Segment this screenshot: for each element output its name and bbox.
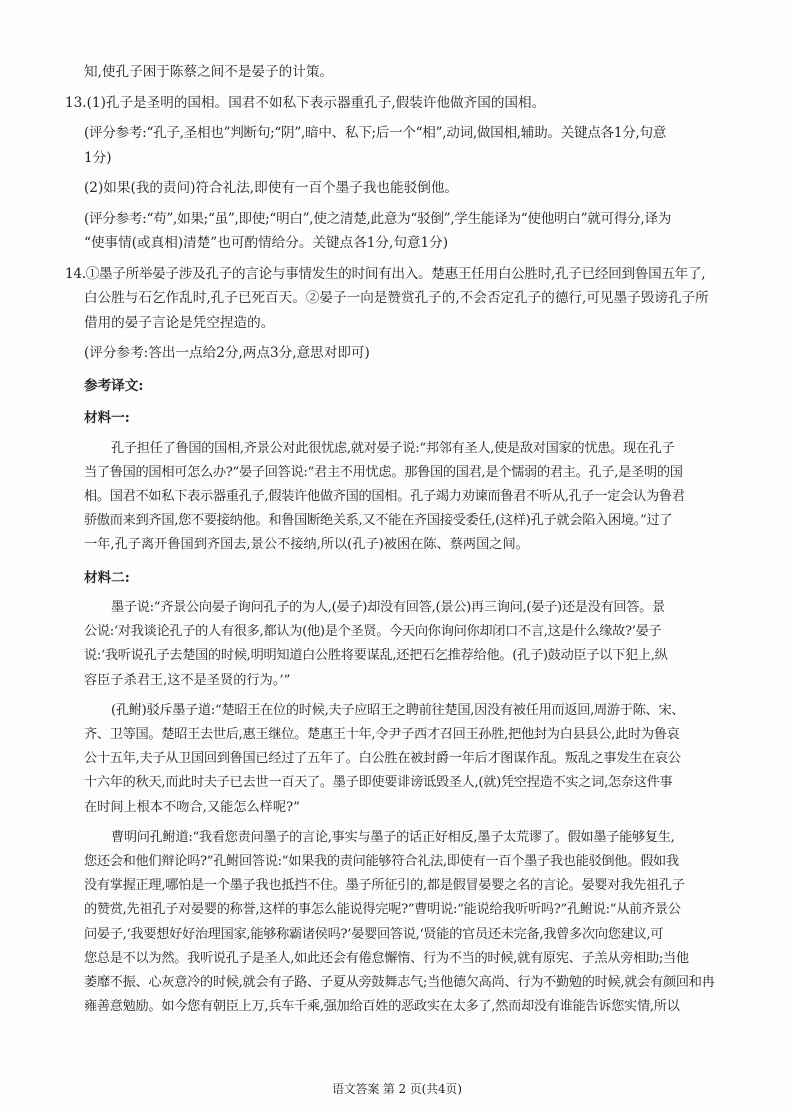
text-line: 齐、卫等国。楚昭王去世后,惠王继位。楚惠王十年,令尹子西才召回王孙胜,把他封为白县县公,此时为鲁哀 [84, 727, 680, 743]
text-line: 骄傲而来到齐国,您不要接纳他。和鲁国断绝关系,又不能在齐国接受委任,(这样)孔子就会陷入困境。”过了 [84, 513, 673, 529]
text-line: 您还会和他们辩论吗?”孔鲋回答说:“如果我的责问能够符合礼法,即使有一百个墨子我也能驳倒他。假如我 [84, 854, 679, 870]
text-line: 萎靡不振、心灰意冷的时候,就会有子路、子夏从旁鼓舞志气;当他德欠高尚、行为不勤勉的时候,就会有颜回和冉 [84, 975, 715, 991]
q13-part1: 13.(1)孔子是圣明的国相。国君不如私下表示器重孔子,假装许他做齐国的国相。 [65, 94, 546, 111]
q13-part2: (2)如果(我的责问)符合礼法,即使有一百个墨子我也能驳倒他。 [84, 180, 459, 196]
text-line: 曹明问孔鲋道:“我看您责问墨子的言论,事实与墨子的话正好相反,墨子太荒谬了。假如墨子能够复生, [111, 829, 675, 845]
text-line: 公十五年,夫子从卫国回到鲁国已经过了五年了。白公胜在被封爵一年后才图谋作乱。叛乱之事发生在哀公 [84, 751, 681, 767]
material-two-paragraph-1 [84, 596, 734, 693]
text-line: 没有掌握正理,哪怕是一个墨子我也抵挡不住。墨子所征引的,都是假冒晏婴之名的言论。晏婴对我先祖孔子 [84, 878, 685, 894]
material-two-heading: 材料二: [84, 569, 130, 586]
text-line: 容臣子杀君王,这不是圣贤的行为。’” [84, 672, 291, 688]
q13-scoring-line: “使事情(或真相)清楚”也可酌情给分。关键点各1分,句意1分) [84, 235, 449, 251]
text-line: 说:‘我听说孔子去楚国的时候,明明知道白公胜将要谋乱,还把石乞推荐给他。(孔子)鼓动臣子以下犯上,纵 [84, 648, 668, 664]
q14-scoring: (评分参考:答出一点给2分,两点3分,意思对即可) [84, 345, 370, 361]
q14-answer-line: 借用的晏子言论是凭空捏造的。 [84, 314, 275, 331]
material-two-paragraph-2 [84, 699, 734, 820]
material-one-heading: 材料一: [84, 410, 130, 426]
q13-scoring-line: 1分) [84, 149, 112, 166]
text-line: 您总是不以为然。我听说孔子是圣人,如此还会有倦怠懈惰、行为不当的时候,就有原宪、子羔从旁相助;当他 [84, 950, 689, 966]
text-line: 的赞赏,先祖孔子对晏婴的称誉,这样的事怎么能说得完呢?”曹明说:“能说给我听听吗?”孔鲋说:“从前齐景公 [84, 902, 681, 918]
text-line: 一年,孔子离开鲁国到齐国去,景公不接纳,所以(孔子)被困在陈、蔡两国之间。 [84, 537, 529, 553]
page-footer: 语文答案 第 2 页(共4页) [332, 1082, 462, 1096]
text-line: (孔鲋)驳斥墨子道:“楚昭王在位的时候,夫子应昭王之聘前往楚国,因没有被任用而返回,周游于陈、宋、 [111, 702, 685, 718]
text-line: 当了鲁国的国相可怎么办?”晏子回答说:“君主不用忧虑。那鲁国的国君,是个懦弱的君主。孔子,是圣明的国 [84, 464, 683, 480]
material-one-paragraph [84, 437, 734, 558]
text-line: 雍善意勉励。如今您有朝臣上万,兵车千乘,强加给百姓的恶政实在太多了,然而却没有谁能告诉您实情,所以 [84, 999, 680, 1015]
reference-translation-heading: 参考译文: [84, 377, 144, 394]
text-line: 在时间上根本不吻合,又能怎么样呢?” [84, 799, 300, 815]
q14-answer-line: 14.①墨子所举晏子涉及孔子的言论与事情发生的时间有出入。楚惠王任用白公胜时,孔子已经回到鲁国五年了, [65, 265, 706, 282]
text-line: 十六年的秋天,而此时夫子已去世一百天了。墨子即使要诽谤诋毁圣人,(就)凭空捏造不实之词,怎奈这件事 [84, 775, 673, 791]
q12-continuation: 知,使孔子困于陈蔡之间不是晏子的计策。 [84, 64, 334, 80]
text-line: 问晏子,‘我要想好好治理国家,能够称霸诸侯吗?’晏婴回答说,‘贤能的官员还未完备,我曾多次向您建议,可 [84, 926, 664, 942]
q13-scoring-line: (评分参考:“苟”,如果;“虽”,即使;“明白”,使之清楚,此意为“驳倒”,学生能译为“使他明白”就可得分,译为 [84, 210, 672, 227]
material-two-paragraph-3 [84, 826, 734, 1020]
q13-scoring-line: (评分参考:“孔子,圣相也”判断句;“阴”,暗中、私下;后一个“相”,动词,做国相,辅助。关键点各1分,句意 [84, 125, 667, 141]
q14-answer-line: 白公胜与石乞作乱时,孔子已死百天。②晏子一向是赞赏孔子的,不会否定孔子的德行,可见墨子毁谤孔子所 [84, 290, 709, 306]
text-line: 公说:‘对我谈论孔子的人有很多,都认为(他)是个圣贤。今天向你询问你却闭口不言,这是什么缘故?’晏子 [84, 624, 662, 640]
text-line: 墨子说:“齐景公向晏子询问孔子的为人,(晏子)却没有回答,(景公)再三询问,(晏子)还是没有回答。景 [111, 600, 665, 616]
text-line: 相。国君不如私下表示器重孔子,假装许他做齐国的国相。孔子竭力劝谏而鲁君不听从,孔子一定会认为鲁君 [84, 488, 685, 504]
answer-section [65, 60, 734, 1019]
text-line: 孔子担任了鲁国的国相,齐景公对此很忧虑,就对晏子说:“邦邻有圣人,使是敌对国家的忧患。现在孔子 [111, 440, 675, 456]
